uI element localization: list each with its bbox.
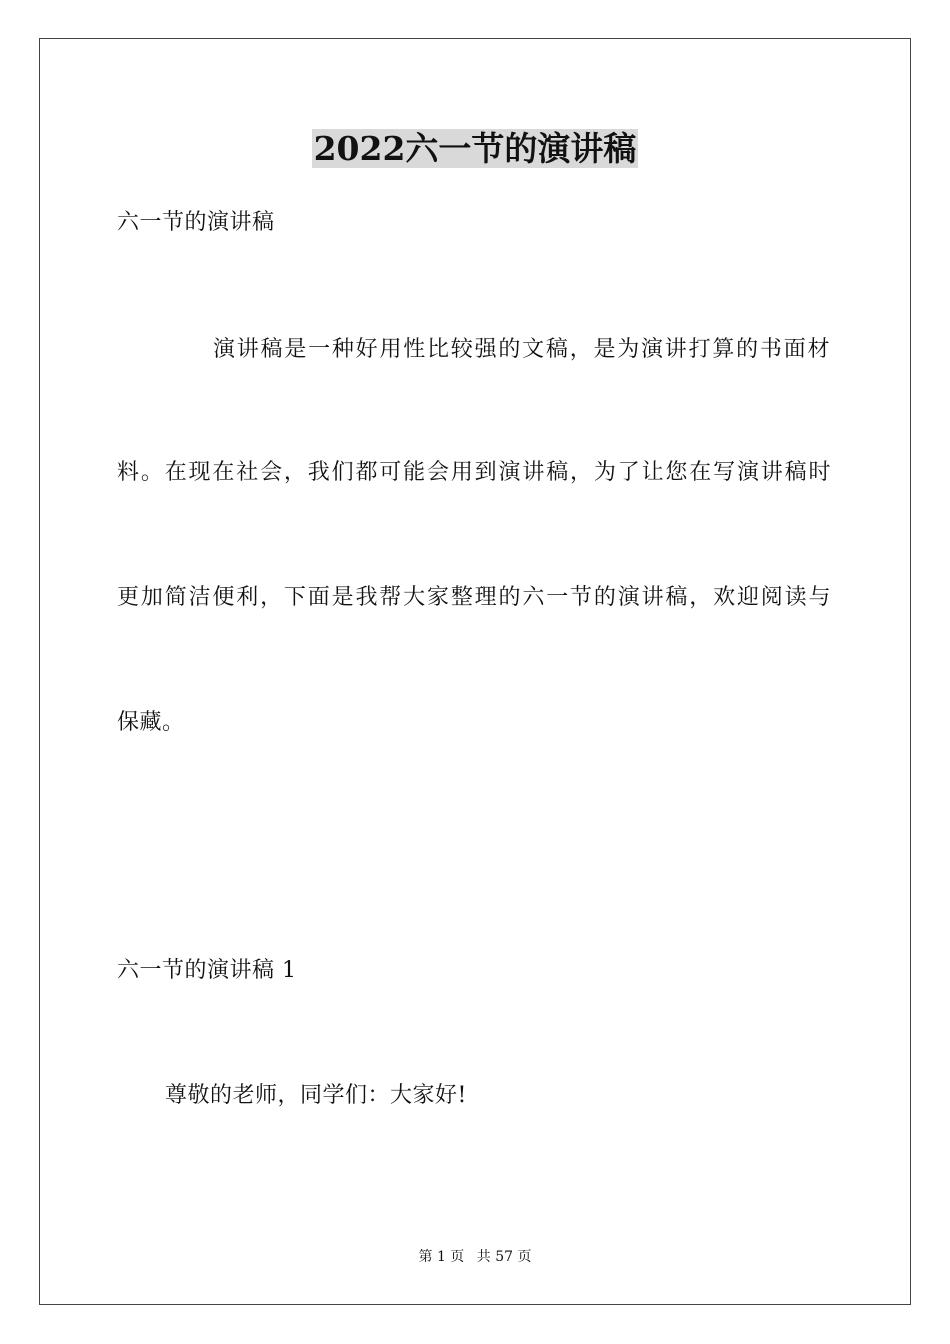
page-footer bbox=[0, 1248, 950, 1266]
intro-line-4: 保藏。 bbox=[117, 710, 185, 735]
greeting-line: 尊敬的老师，同学们：大家好! bbox=[165, 1083, 467, 1108]
document-title bbox=[0, 127, 950, 171]
page-number: 第 1 页 bbox=[418, 1249, 465, 1265]
intro-line-1: 演讲稿是一种好用性比较强的文稿，是为演讲打算的书面材 bbox=[213, 337, 830, 362]
intro-line-3: 更加简洁便利，下面是我帮大家整理的六一节的演讲稿，欢迎阅读与 bbox=[117, 585, 831, 610]
document-heading: 六一节的演讲稿 bbox=[117, 210, 275, 235]
section-heading: 六一节的演讲稿 1 bbox=[117, 958, 297, 983]
document-title-text: 2022六一节的演讲稿 bbox=[313, 129, 637, 168]
page-total: 共 57 页 bbox=[476, 1249, 532, 1265]
intro-line-2: 料。在现在社会，我们都可能会用到演讲稿，为了让您在写演讲稿时 bbox=[117, 460, 831, 485]
